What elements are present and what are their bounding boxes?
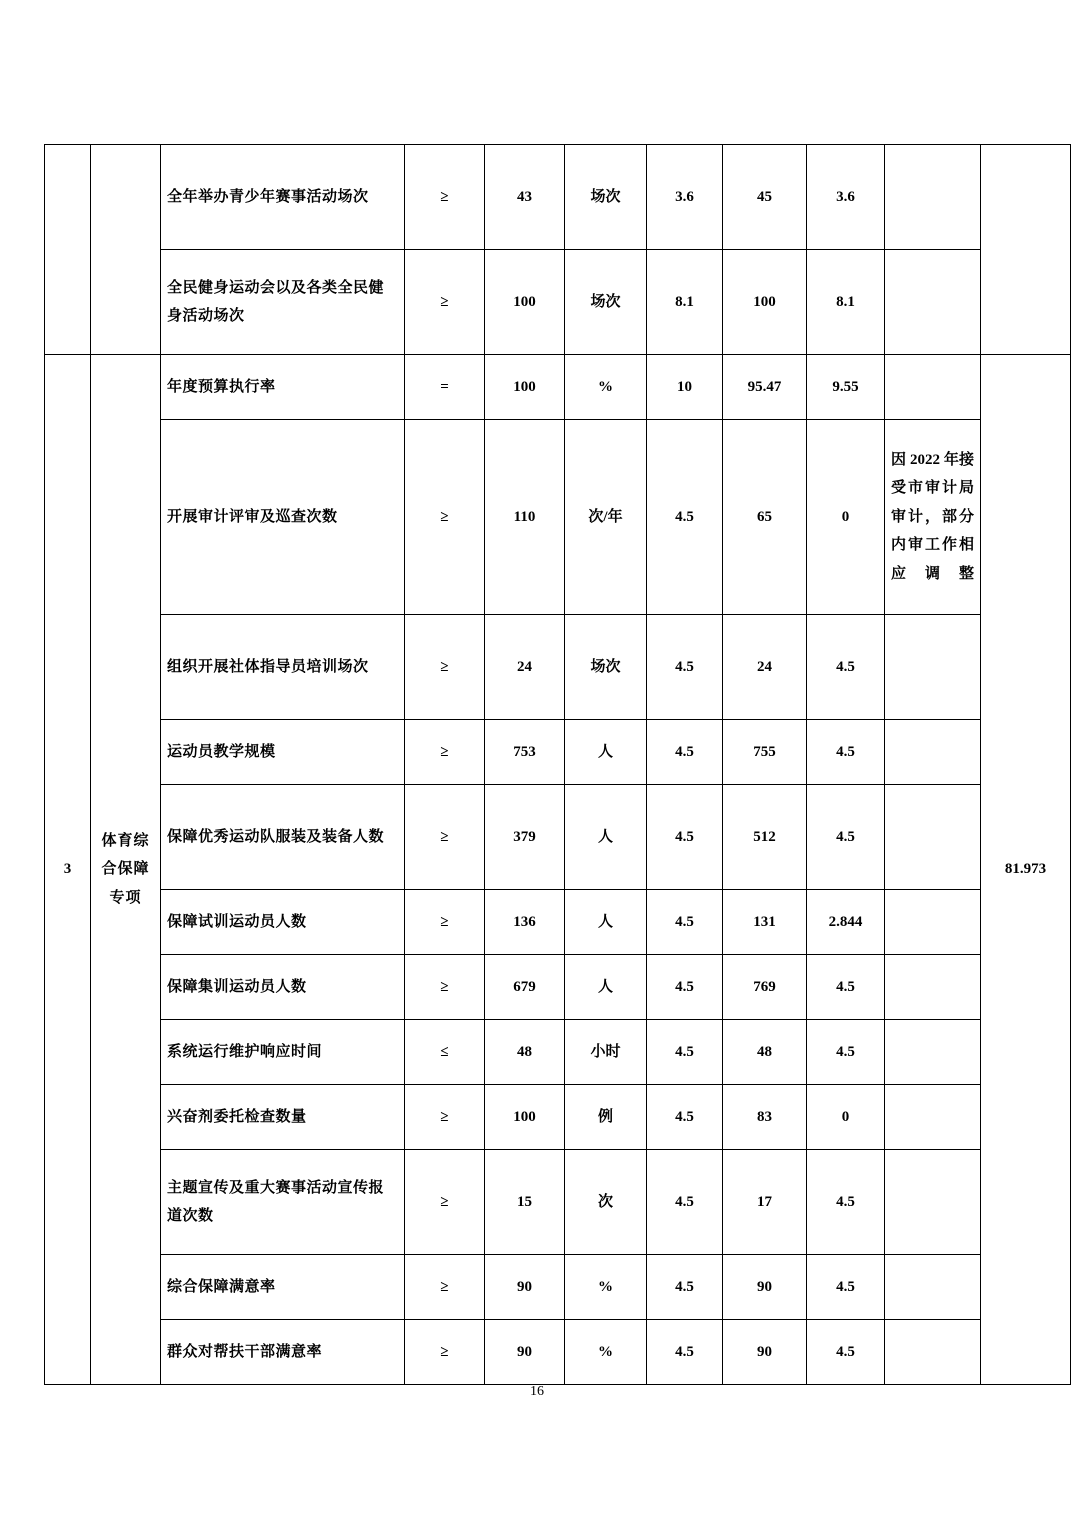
actual-value: 90 (723, 1320, 807, 1385)
comparison-symbol: = (405, 355, 485, 420)
performance-indicator-table (44, 144, 1071, 1385)
comparison-symbol: ≥ (405, 955, 485, 1020)
weight-value: 4.5 (647, 1020, 723, 1085)
unit-value: % (565, 1320, 647, 1385)
weight-value: 3.6 (647, 145, 723, 250)
indicator-name: 组织开展社体指导员培训场次 (161, 615, 405, 720)
table-row (45, 1150, 1071, 1255)
indicator-name: 保障集训运动员人数 (161, 955, 405, 1020)
unit-value: 人 (565, 720, 647, 785)
comparison-symbol: ≥ (405, 250, 485, 355)
table-row (45, 720, 1071, 785)
note-value (885, 1255, 981, 1320)
table-row (45, 420, 1071, 615)
score-value: 4.5 (807, 1150, 885, 1255)
table-row (45, 955, 1071, 1020)
indicator-name: 保障优秀运动队服装及装备人数 (161, 785, 405, 890)
target-value: 24 (485, 615, 565, 720)
unit-value: 人 (565, 955, 647, 1020)
table-row (45, 1320, 1071, 1385)
comparison-symbol: ≥ (405, 1150, 485, 1255)
row-index-continued (45, 145, 91, 355)
project-name: 体育综合保障专项 (91, 355, 161, 1385)
score-value: 2.844 (807, 890, 885, 955)
indicator-name: 兴奋剂委托检查数量 (161, 1085, 405, 1150)
note-value (885, 785, 981, 890)
weight-value: 4.5 (647, 420, 723, 615)
target-value: 100 (485, 1085, 565, 1150)
row-index: 3 (45, 355, 91, 1385)
unit-value: 人 (565, 785, 647, 890)
target-value: 379 (485, 785, 565, 890)
indicator-name: 综合保障满意率 (161, 1255, 405, 1320)
score-value: 4.5 (807, 955, 885, 1020)
actual-value: 755 (723, 720, 807, 785)
actual-value: 45 (723, 145, 807, 250)
note-value (885, 1150, 981, 1255)
comparison-symbol: ≥ (405, 1320, 485, 1385)
unit-value: % (565, 355, 647, 420)
page-number: 16 (530, 1384, 544, 1399)
indicator-name: 群众对帮扶干部满意率 (161, 1320, 405, 1385)
unit-value: 小时 (565, 1020, 647, 1085)
indicator-name: 年度预算执行率 (161, 355, 405, 420)
actual-value: 48 (723, 1020, 807, 1085)
unit-value: 场次 (565, 145, 647, 250)
comparison-symbol: ≥ (405, 1255, 485, 1320)
note-value: 因 2022 年接受市审计局审计，部分内审工作相应调整 (885, 420, 981, 615)
table-row (45, 1020, 1071, 1085)
weight-value: 4.5 (647, 1150, 723, 1255)
target-value: 110 (485, 420, 565, 615)
table-row (45, 890, 1071, 955)
unit-value: 次/年 (565, 420, 647, 615)
target-value: 753 (485, 720, 565, 785)
actual-value: 90 (723, 1255, 807, 1320)
comparison-symbol: ≥ (405, 615, 485, 720)
note-value (885, 720, 981, 785)
weight-value: 4.5 (647, 720, 723, 785)
unit-value: 场次 (565, 250, 647, 355)
score-value: 4.5 (807, 720, 885, 785)
weight-value: 8.1 (647, 250, 723, 355)
actual-value: 95.47 (723, 355, 807, 420)
target-value: 100 (485, 355, 565, 420)
unit-value: % (565, 1255, 647, 1320)
target-value: 90 (485, 1320, 565, 1385)
indicator-name: 开展审计评审及巡查次数 (161, 420, 405, 615)
note-value (885, 355, 981, 420)
score-value: 8.1 (807, 250, 885, 355)
score-value: 9.55 (807, 355, 885, 420)
unit-value: 场次 (565, 615, 647, 720)
actual-value: 83 (723, 1085, 807, 1150)
table-row (45, 1255, 1071, 1320)
score-value: 4.5 (807, 785, 885, 890)
indicator-name: 保障试训运动员人数 (161, 890, 405, 955)
note-value (885, 1020, 981, 1085)
score-value: 0 (807, 1085, 885, 1150)
table-row (45, 785, 1071, 890)
unit-value: 次 (565, 1150, 647, 1255)
comparison-symbol: ≤ (405, 1020, 485, 1085)
weight-value: 4.5 (647, 890, 723, 955)
note-value (885, 890, 981, 955)
table-row (45, 355, 1071, 420)
total-score: 81.973 (981, 355, 1071, 1385)
note-value (885, 955, 981, 1020)
table-row (45, 1085, 1071, 1150)
actual-value: 100 (723, 250, 807, 355)
indicator-name: 系统运行维护响应时间 (161, 1020, 405, 1085)
comparison-symbol: ≥ (405, 145, 485, 250)
score-value: 4.5 (807, 615, 885, 720)
score-value: 4.5 (807, 1020, 885, 1085)
comparison-symbol: ≥ (405, 785, 485, 890)
weight-value: 4.5 (647, 1255, 723, 1320)
table-row (45, 145, 1071, 250)
actual-value: 769 (723, 955, 807, 1020)
project-name-continued (91, 145, 161, 355)
actual-value: 24 (723, 615, 807, 720)
comparison-symbol: ≥ (405, 1085, 485, 1150)
weight-value: 4.5 (647, 615, 723, 720)
target-value: 100 (485, 250, 565, 355)
target-value: 136 (485, 890, 565, 955)
target-value: 90 (485, 1255, 565, 1320)
unit-value: 例 (565, 1085, 647, 1150)
target-value: 679 (485, 955, 565, 1020)
indicator-name: 主题宣传及重大赛事活动宣传报道次数 (161, 1150, 405, 1255)
score-value: 0 (807, 420, 885, 615)
actual-value: 65 (723, 420, 807, 615)
unit-value: 人 (565, 890, 647, 955)
weight-value: 4.5 (647, 1085, 723, 1150)
note-value (885, 250, 981, 355)
weight-value: 4.5 (647, 955, 723, 1020)
note-value (885, 145, 981, 250)
table-row (45, 250, 1071, 355)
actual-value: 17 (723, 1150, 807, 1255)
indicator-name: 全民健身运动会以及各类全民健身活动场次 (161, 250, 405, 355)
weight-value: 10 (647, 355, 723, 420)
indicator-name: 运动员教学规模 (161, 720, 405, 785)
weight-value: 4.5 (647, 785, 723, 890)
note-value (885, 615, 981, 720)
target-value: 43 (485, 145, 565, 250)
indicator-name: 全年举办青少年赛事活动场次 (161, 145, 405, 250)
performance-table-container (44, 144, 1047, 1385)
actual-value: 512 (723, 785, 807, 890)
note-value (885, 1320, 981, 1385)
note-value (885, 1085, 981, 1150)
comparison-symbol: ≥ (405, 420, 485, 615)
total-score-continued (981, 145, 1071, 355)
target-value: 15 (485, 1150, 565, 1255)
score-value: 4.5 (807, 1320, 885, 1385)
target-value: 48 (485, 1020, 565, 1085)
score-value: 4.5 (807, 1255, 885, 1320)
weight-value: 4.5 (647, 1320, 723, 1385)
table-row (45, 615, 1071, 720)
actual-value: 131 (723, 890, 807, 955)
comparison-symbol: ≥ (405, 720, 485, 785)
score-value: 3.6 (807, 145, 885, 250)
comparison-symbol: ≥ (405, 890, 485, 955)
